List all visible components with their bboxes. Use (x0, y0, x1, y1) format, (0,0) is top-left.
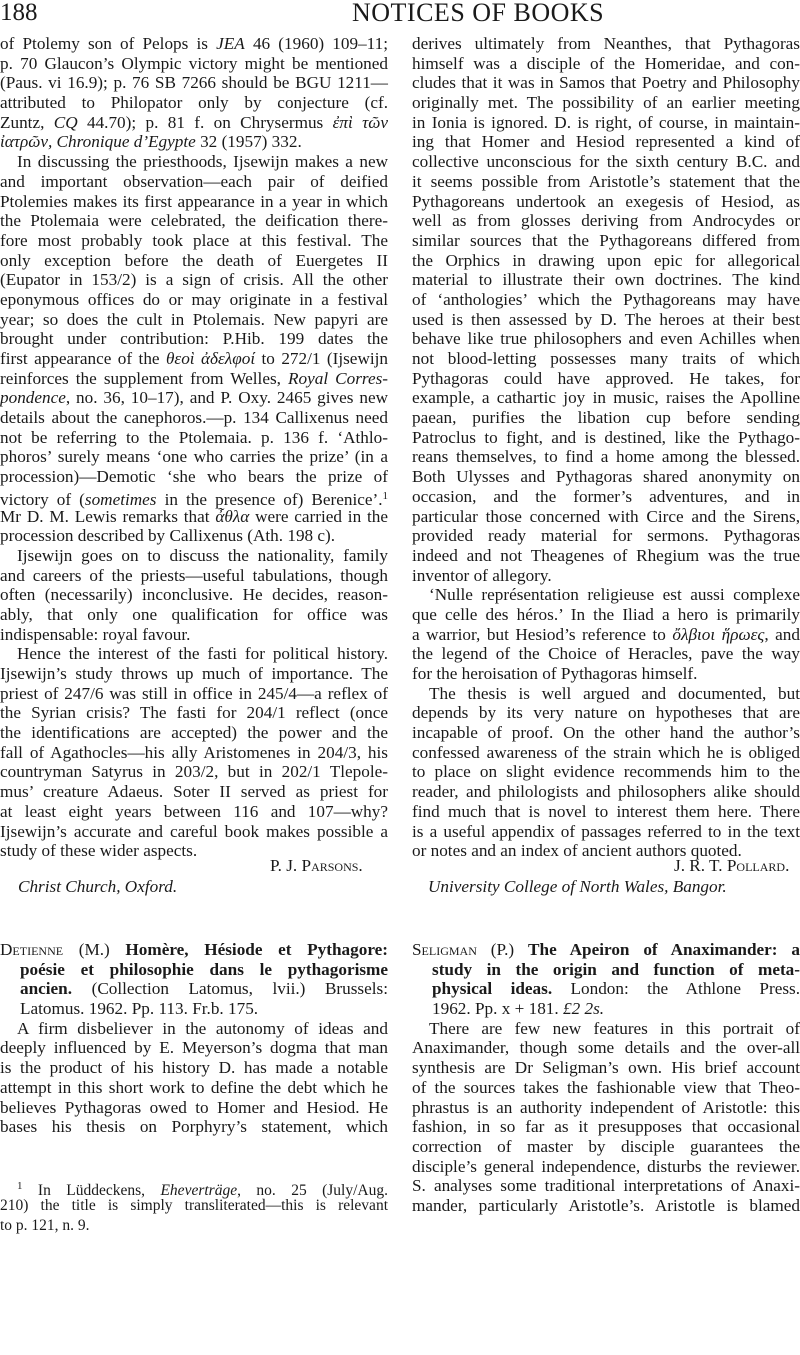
reviewer-affiliation-left: Christ Church, Oxford. (18, 877, 178, 896)
review-left-column (0, 34, 388, 861)
text-segment: deeply influenced by E. Meyerson’s dogma that man (0, 1038, 388, 1058)
text-line (412, 349, 800, 369)
text-segment: phrastus is an authority independent of Aristotle: this (412, 1097, 800, 1117)
text-line (0, 192, 388, 212)
text-line (0, 723, 388, 743)
text-segment: ancien. (20, 979, 73, 999)
text-segment: Pythagoreans undertook an exegesis of Hesiod, as (412, 191, 800, 211)
text-segment: incapable of proof. On the other hand the author’s (412, 723, 800, 743)
text-segment: £2 2s. (562, 999, 605, 1019)
text-segment: originally met. The possibility of an earlier meeting (412, 93, 800, 113)
text-segment: cludes that it was in Samos that Poetry and Philosophy (412, 73, 800, 93)
text-segment: In Lüddeckens, (22, 1182, 161, 1199)
text-line (0, 605, 388, 625)
text-segment: example, a cathartic joy in music, raises the Apolline (412, 388, 800, 408)
text-line (412, 251, 800, 271)
text-segment: ing that Homer and Hesiod represented a kind of (412, 132, 800, 152)
text-segment: 1 (382, 489, 388, 502)
text-segment: , no. 25 (July/Aug. (237, 1182, 388, 1199)
text-line (412, 487, 800, 507)
text-line (412, 329, 800, 349)
text-line (412, 802, 800, 822)
text-segment: (Paus. vi 16.9); p. 76 SB 7266 should be BGU 1211— (0, 73, 388, 93)
text-line (412, 999, 800, 1019)
text-line (412, 507, 800, 527)
text-line (0, 152, 388, 172)
text-segment: ἐπὶ τῶν (332, 112, 388, 132)
text-segment: paean, purifies the libation cup before sending (412, 408, 800, 428)
text-line (412, 93, 800, 113)
text-line (412, 960, 800, 980)
text-segment: Latomus. 1962. Pp. 113. Fr.b. 175. (20, 999, 259, 1019)
text-segment: depends by its very nature on hypotheses that are (412, 703, 800, 723)
text-segment: 1962. Pp. x + 181. (432, 999, 563, 1019)
text-segment: well as from glosses deriving from Androcydes or (412, 211, 800, 231)
text-segment: JEA (216, 34, 245, 53)
text-segment: in Ionia is ignored. D. is right, of course, in maintain- (412, 112, 800, 132)
text-segment: fall of Agathocles—his ally Aristomenes in 204/3, his (0, 742, 388, 762)
text-line (0, 447, 388, 467)
text-line (0, 743, 388, 763)
text-line (412, 1137, 800, 1157)
text-line (412, 1019, 800, 1039)
text-segment: correction of master by disciple guarantees the (412, 1136, 800, 1156)
review-right-column (412, 34, 800, 861)
text-segment: used is then assessed by D. The heroes at their best (412, 309, 800, 329)
text-line (412, 664, 800, 684)
text-line (0, 369, 388, 389)
text-segment: details about the canephoros.—p. 134 Callixenus need (0, 408, 388, 428)
text-line (0, 93, 388, 113)
text-segment: fore most probably took place at this festival. The (0, 230, 388, 250)
text-line (412, 1098, 800, 1118)
running-title: NOTICES OF BOOKS (352, 0, 605, 27)
text-segment: in the presence of) Berenice’. (156, 489, 383, 509)
text-segment: countryman Satyrus in 203/2, but in 202/1 Tlepole- (0, 762, 388, 782)
text-segment: 210) the title is simply transliterated—this is relevant (0, 1197, 388, 1214)
text-line (412, 822, 800, 842)
reviewer-name-text: J. R. T. Pollard. (674, 856, 790, 875)
text-segment: (P.) (476, 940, 529, 959)
text-segment: the Ptolemaia were celebrated, the deification there- (0, 211, 388, 231)
text-segment: Ijsewijn goes on to discuss the nationality, family (17, 545, 388, 565)
text-segment: fashion, in so far as it presupposes that occasional (412, 1117, 800, 1137)
text-segment: year; so does the cult in Ptolemais. New papyri are (0, 309, 388, 329)
text-segment: the Syrian crisis? The fasti for 204/1 reflect (once (0, 703, 388, 723)
text-segment: is a useful appendix of passages referred to in the text (412, 821, 800, 841)
text-line (0, 782, 388, 802)
text-line (412, 1176, 800, 1196)
text-line (0, 34, 388, 54)
text-segment: study of these wider aspects. (0, 841, 198, 861)
text-segment: disciple’s general independence, disturbs the reviewer. (412, 1156, 800, 1176)
text-line (412, 231, 800, 251)
text-line (412, 1078, 800, 1098)
text-line (0, 1176, 388, 1199)
text-line (412, 1038, 800, 1058)
text-segment: (Eupator in 153/2) is a sign of crisis. All the other (0, 270, 388, 290)
text-segment: at least eight years between 116 and 107—why? (0, 801, 388, 821)
text-line (0, 1078, 388, 1098)
text-segment: or notes and an index of ancient authors quoted. (412, 841, 742, 861)
text-segment: pondence (0, 388, 66, 408)
text-segment: reader, and philologists and philosophers alike should (412, 782, 800, 802)
text-line (412, 782, 800, 802)
text-segment: Anaximander, though some details and the over-all (412, 1038, 800, 1058)
text-line (0, 270, 388, 290)
text-line (0, 1216, 388, 1236)
text-line (412, 743, 800, 763)
text-segment: mander, particularly Aristotle’s. Aristotle is blamed (412, 1195, 800, 1215)
text-segment: not blood-letting possesses many traits of which (412, 349, 800, 368)
text-segment: particular those concerned with Circe and the Sirens, (412, 506, 800, 526)
text-segment: 46 (1960) 109–11; (244, 34, 389, 53)
seligman-review (412, 940, 800, 1216)
text-line (412, 1117, 800, 1137)
text-segment: Both Ulysses and Pythagoras shared anonymity on (412, 467, 800, 487)
text-line (0, 132, 388, 152)
text-line (412, 54, 800, 74)
text-segment: que celle des héros.’ In the Iliad a hero is primarily (412, 604, 800, 624)
text-segment: the Orphics in drawing upon epic for allegorical (412, 250, 800, 270)
text-line (0, 507, 388, 527)
text-segment: is the product of his history D. has made a notable (0, 1058, 388, 1078)
text-line (412, 290, 800, 310)
text-line (0, 467, 388, 487)
text-segment: believes Pythagoras owed to Homer and Hesiod. He (0, 1097, 388, 1117)
text-segment: reinforces the supplement from Welles, (0, 368, 288, 388)
text-segment: Patroclus to fight, and is destined, like the Pythago- (412, 427, 800, 447)
text-segment: poésie et philosophie dans le pythagorisme (20, 959, 388, 979)
text-line (0, 1098, 388, 1118)
text-segment: A firm disbeliever in the autonomy of ideas and (17, 1018, 388, 1038)
text-line (0, 211, 388, 231)
text-segment: inventor of allegory. (412, 565, 552, 585)
text-segment: (Collection Latomus, lvii.) Brussels: (72, 979, 388, 999)
text-line (412, 408, 800, 428)
text-segment: bases his thesis on Porphyry’s statement, which (0, 1117, 388, 1137)
text-line (0, 231, 388, 251)
text-segment: Mr D. M. Lewis remarks that (0, 506, 216, 526)
text-line (0, 251, 388, 271)
text-segment: and careers of the priests—useful tabulations, though (0, 565, 388, 585)
text-segment: the legend of the Choice of Heracles, pave the way (412, 644, 800, 664)
text-line (0, 684, 388, 704)
text-line (0, 428, 388, 448)
text-segment: victory of ( (0, 489, 85, 509)
text-segment: and important observation—each pair of deified (0, 171, 388, 191)
text-line (412, 428, 800, 448)
text-line (412, 369, 800, 389)
footnote (0, 1176, 388, 1236)
text-line (0, 940, 388, 960)
text-segment: procession described by Callixenus (Ath. 198 c). (0, 526, 336, 546)
text-segment: θεοὶ ἀδελφοί (165, 349, 256, 368)
text-segment: procession)—Demotic ‘she who bears the prize of (0, 467, 388, 487)
text-line (412, 644, 800, 664)
text-segment: mus’ creature Adaeus. Soter II served as priest for (0, 782, 388, 802)
text-segment: (M.) (63, 940, 126, 959)
text-segment: Hence the interest of the fasti for political history. (17, 644, 388, 664)
text-line (412, 467, 800, 487)
text-line (412, 73, 800, 93)
reviewer-name-text: P. J. Parsons. (270, 856, 363, 875)
text-segment: similar sources that the Pythagoreans differed from (412, 230, 800, 250)
text-line (0, 408, 388, 428)
text-segment: London: the Athlone Press. (552, 979, 800, 999)
text-line (0, 566, 388, 586)
text-line (412, 388, 800, 408)
text-line (412, 172, 800, 192)
text-segment: priest of 247/6 was still in office in 245/4—a reflex of (0, 683, 388, 703)
text-line (412, 566, 800, 586)
text-segment: indispensable: royal favour. (0, 624, 191, 644)
text-segment: ἰατρῶν, Chronique d’Egypte (0, 132, 196, 152)
text-segment: Zuntz, (0, 112, 54, 132)
text-line (412, 585, 800, 605)
text-segment: to p. 121, n. 9. (0, 1217, 90, 1234)
text-segment: sometimes (84, 489, 157, 509)
text-segment: confessed awareness of the strain which he is obliged (412, 742, 800, 762)
text-segment: Ptolemies makes its first appearance in a year in which (0, 191, 388, 211)
text-segment: to 272/1 (Ijsewijn (255, 349, 388, 368)
reviewer-name-left (270, 856, 363, 876)
text-segment: physical ideas. (432, 979, 553, 999)
text-line (412, 684, 800, 704)
text-segment: eponymous offices do or may originate in a festival (0, 289, 388, 309)
text-segment: ably, that only one qualification for office was (0, 604, 388, 624)
text-line (0, 1196, 388, 1216)
text-line (0, 526, 388, 546)
text-line (0, 762, 388, 782)
text-segment: 1 (17, 1180, 23, 1192)
reviewer-name-right (674, 856, 789, 876)
text-line (0, 54, 388, 74)
text-line (412, 310, 800, 330)
text-line (0, 822, 388, 842)
text-segment: reans themselves, to find a home among the blessed. (412, 447, 800, 467)
text-segment: 44.70); p. 81 f. on Chrysermus (77, 112, 333, 132)
text-line (0, 388, 388, 408)
text-segment: synthesis are Dr Seligman’s own. His brief account (412, 1058, 800, 1078)
text-line (0, 644, 388, 664)
text-segment: Homère, Hésiode et Pythagore: (125, 940, 388, 959)
text-segment: a warrior, but Hesiod’s reference to (412, 624, 673, 644)
text-line (0, 487, 388, 507)
text-segment: attempt in this short work to define the debt which he (0, 1077, 388, 1097)
text-line (0, 172, 388, 192)
text-line (0, 1058, 388, 1078)
text-line (0, 1038, 388, 1058)
text-segment: study in the origin and function of meta- (432, 959, 800, 979)
text-segment: Seligman (412, 940, 477, 959)
text-segment: , no. 36, 10–17), and P. Oxy. 2465 gives new (65, 388, 388, 408)
text-segment: collective unconscious for the sixth century B.C. and (412, 152, 800, 172)
text-line (412, 270, 800, 290)
text-line (0, 1117, 388, 1137)
text-line (0, 802, 388, 822)
text-segment: provided ready material for sermons. Pythagoras (412, 526, 800, 546)
text-line (412, 1058, 800, 1078)
text-segment: first appearance of the (0, 349, 166, 368)
text-line (0, 329, 388, 349)
text-segment: ἆθλα (215, 506, 250, 526)
text-line (0, 960, 388, 980)
text-line (0, 625, 388, 645)
text-segment: himself was a disciple of the Homeridae, and con- (412, 53, 800, 73)
page-number: 188 (0, 0, 38, 26)
text-segment: the identifications are accepted) the power and the (0, 723, 388, 743)
text-line (0, 999, 388, 1019)
text-line (0, 290, 388, 310)
text-segment: often (necessarily) inconclusive. He decides, reason- (0, 585, 388, 605)
text-line (412, 192, 800, 212)
text-line (412, 152, 800, 172)
text-segment: , and (764, 624, 800, 644)
text-segment: not be referring to the Ptolemaia. p. 136 f. ‘Athlo- (0, 427, 388, 447)
text-line (412, 940, 800, 960)
text-line (412, 723, 800, 743)
text-line (412, 762, 800, 782)
text-segment: p. 70 Glaucon’s Olympic victory might be mentioned (0, 53, 388, 73)
text-segment: Eheverträge (160, 1182, 238, 1199)
text-line (0, 113, 388, 133)
text-line (0, 73, 388, 93)
text-segment: of ‘anthologies’ which the Pythagoreans may have (412, 289, 800, 309)
text-segment: only exception before the death of Euergetes II (0, 250, 388, 270)
text-segment: phoros’ surely means ‘one who carries the prize’ (in a (0, 447, 388, 467)
text-line (0, 703, 388, 723)
text-segment: attributed to Philopator only by conjecture (cf. (0, 93, 388, 113)
text-segment: ὄλβιοι ἥρωες (672, 624, 765, 644)
text-segment: Royal Corres- (288, 368, 388, 388)
text-line (412, 605, 800, 625)
text-segment: for the heroisation of Pythagoras himself. (412, 664, 698, 683)
text-segment: brought under contribution: P.Hib. 199 dates the (0, 329, 388, 349)
text-line (412, 703, 800, 723)
text-line (412, 979, 800, 999)
text-line (0, 349, 388, 369)
text-segment: occasion, and the former’s adventures, and in (412, 486, 800, 506)
text-line (0, 585, 388, 605)
text-segment: In discussing the priesthoods, Ijsewijn makes a new (17, 152, 388, 172)
text-line (0, 1019, 388, 1039)
text-segment: 32 (1957) 332. (195, 132, 302, 152)
detienne-review (0, 940, 388, 1137)
text-segment: material to illustrate their own doctrines. The kind (412, 270, 800, 290)
text-segment: Detienne (0, 940, 64, 959)
text-line (412, 113, 800, 133)
text-segment: of the sources takes the fashionable view that Theo- (412, 1077, 800, 1097)
text-line (412, 1157, 800, 1177)
text-line (412, 625, 800, 645)
text-line (412, 132, 800, 152)
text-segment: behave like true philosophers and even Achilles when (412, 329, 800, 349)
text-segment: of Ptolemy son of Pelops is (0, 34, 217, 53)
text-line (412, 34, 800, 54)
text-segment: indeed and not Theagenes of Rhegium was the true (412, 545, 800, 565)
text-segment: The thesis is well argued and documented, but (429, 683, 800, 703)
text-segment: Ijsewijn’s study throws up much of importance. The (0, 664, 388, 683)
text-line (412, 1196, 800, 1216)
text-line (0, 310, 388, 330)
text-segment: There are few new features in this portrait of (429, 1018, 800, 1038)
text-segment: ‘Nulle représentation religieuse est aussi complexe (429, 585, 800, 605)
text-segment: CQ (53, 112, 78, 132)
text-line (412, 526, 800, 546)
text-segment: derives ultimately from Neanthes, that Pythagoras (412, 34, 800, 53)
text-segment: The Apeiron of Anaximander: a (528, 940, 800, 959)
text-line (412, 546, 800, 566)
text-line (412, 447, 800, 467)
text-line (0, 979, 388, 999)
text-segment: Ijsewijn’s accurate and careful book makes possible a (0, 821, 388, 841)
text-segment: to place on slight evidence recommends him to the (412, 762, 800, 782)
text-segment: it seems possible from Aristotle’s statement that the (412, 171, 800, 191)
text-line (412, 211, 800, 231)
text-segment: find much that is novel to interest them here. There (412, 801, 800, 821)
text-segment: were carried in the (249, 506, 388, 526)
text-line (0, 546, 388, 566)
text-segment: S. analyses some traditional interpretations of Anaxi- (412, 1176, 800, 1196)
text-segment: Pythagoras could have approved. He takes, for (412, 368, 800, 388)
reviewer-affiliation-right: University College of North Wales, Bangor. (428, 877, 727, 896)
text-line (0, 664, 388, 684)
